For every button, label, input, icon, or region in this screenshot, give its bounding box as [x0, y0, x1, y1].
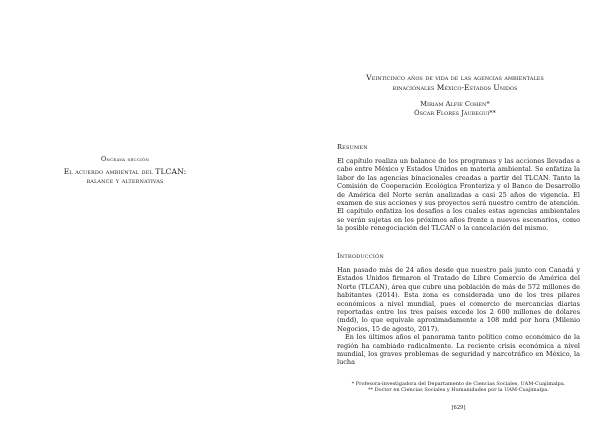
author-name: Óscar Flores Jáuregui**	[414, 108, 496, 117]
footnote: * Profesora-investigadora del Departamento de Ciencias Sociales, UAM-Cuajimalpa.	[351, 381, 566, 387]
intro-text	[337, 266, 580, 367]
intro-paragraph-2: En los últimos años el panorama tanto político como económico de la región ha cambiado radicalmente. La reciente crisis económica a nivel mundial, los graves problemas de seguridad y narcotráfico en México, la lucha	[337, 333, 580, 367]
abstract-paragraph: El capítulo realiza un balance de los programas y las acciones llevadas a cabo entre México y Estados Unidos en materia ambiental. Se enfatiza la labor de las agencias binacionales creadas a partir del TLCAN. Tanto la Comisión de Cooperación Ecológica Fronteriza y el Banco de Desarrollo de América del Norte serán analizadas a casi 25 años de vigencia. El examen de sus acciones y sus proyectos será nuestro centro de atención. El capítulo enfatiza los desafíos a los cuales estas agencias ambientales se verán sujetas en los próximos años frente a nuevos escenarios, como la posible renegociación del TLCAN o la cancelación del mismo.	[337, 157, 580, 233]
footnote: ** Doctor en Ciencias Sociales y Humanidades por la UAM-Cuajimalpa.	[368, 387, 549, 394]
section-title-line: balance y alternativas	[86, 176, 164, 186]
abstract-text	[337, 157, 580, 233]
chapter-title-line: binacionales México-Estados Unidos	[392, 82, 518, 92]
right-page	[300, 0, 600, 431]
abstract-heading: Resumen	[337, 143, 368, 151]
section-title	[55, 167, 195, 186]
chapter-title-line: Veinticinco años de vida de las agencias ambientales	[366, 73, 544, 82]
chapter-title	[335, 73, 575, 92]
intro-heading: Introducción	[337, 252, 384, 260]
section-label: Onceava sección	[100, 155, 150, 163]
intro-paragraph-1: Han pasado más de 24 años desde que nuestro país junto con Canadá y Estados Unidos firmaron el Tratado de Libre Comercio de América del Norte (TLCAN), área que cubre una población de más de 572 millones de habitantes (2014). Esta zona es considerada uno de los tres pilares económicos a nivel mundial, pues el comercio de mercancías diarias reportadas entre los tres países excede los 2 600 millones de dólares (mdd), lo que equivale aproximadamente a 108 mdd por hora (Milenio Negocios, 15 de agosto, 2017).	[337, 266, 580, 333]
author-name: Miriam Alfie Cohen*	[420, 100, 490, 108]
section-title-line: El acuerdo ambiental del TLCAN:	[63, 167, 187, 176]
authors	[335, 100, 575, 117]
footnotes	[337, 381, 580, 394]
page-number: [629]	[451, 405, 466, 411]
